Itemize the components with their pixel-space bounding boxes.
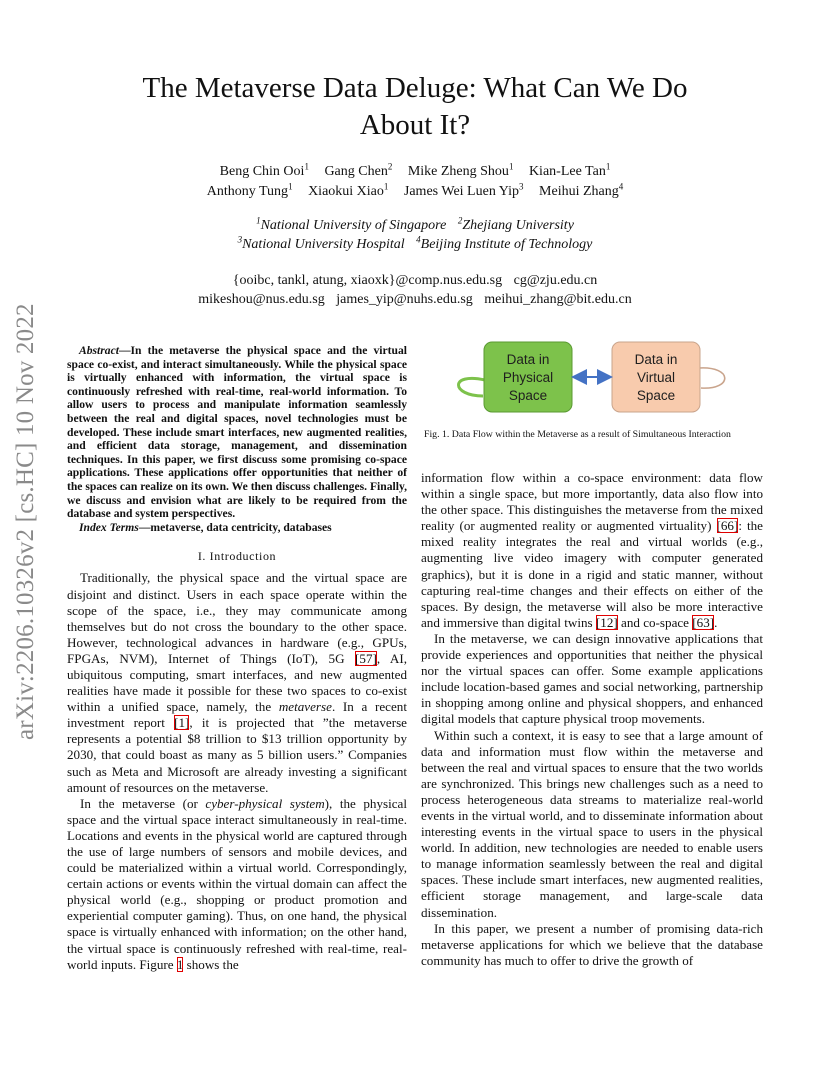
paragraph	[421, 631, 763, 728]
emphasis: cyber-physical system	[205, 795, 325, 811]
author: Mike Zheng Shou$^1$	[407, 161, 514, 179]
email-address: cg@zju.edu.cn	[513, 273, 598, 288]
physical-box-label-line-3: Space	[508, 388, 548, 403]
paragraph	[67, 570, 407, 795]
author: Gang Chen$^2$	[324, 161, 393, 179]
email-address: meihui_zhang@bit.edu.cn	[484, 292, 632, 307]
title-line-2: About It?	[359, 109, 471, 141]
citation-link[interactable]: 1	[176, 956, 184, 972]
abstract-text: —In the metaverse the physical space and the virtual space co-exist, and interact simultaneously. While the physical space is virtually enhanced with information, the virtual space is continuously refreshed with real-time, real-world information. To allow users to process and manipulate information seamlessly between the real and digital spaces, novel technologies must be developed. These include smart interfaces, new augmented realities, and efficient data storage, management, and dissemination techniques. In this paper, we first discuss some promising co-space applications. These applications offer opportunities that neither of the spaces can realize on its own. We then discuss challenges. Finally, we discuss and envision what are likely to be required from the database and system perspectives.	[67, 344, 407, 521]
email-address: {ooibc, tankl, atung, xiaoxk}@comp.nus.edu.sg	[232, 273, 503, 288]
paragraph	[421, 921, 763, 969]
citation-link[interactable]: [66]	[716, 518, 739, 534]
citation-link[interactable]: [1]	[174, 715, 190, 731]
text-run: In the metaverse, we can design innovative applications that provide experiences and opportunities that neither the physical nor the virtual spaces can offer. Some example applications include location-based games and social networking, partnership in shopping among online and physical shoppers, and enhanced digital models that capture physical troop movements.	[421, 630, 763, 727]
index-terms-lead: Index Terms	[79, 520, 139, 534]
author: Xiaokui Xiao$^1$	[308, 181, 389, 199]
text-run: In this paper, we present a number of promising data-rich metaverse applications for which we believe that the database community has much to offer to drive the growth of	[421, 920, 763, 968]
text-run: : the mixed reality integrates the real and virtual worlds (e.g., augmenting live video imagery with computer generated graphics), but it is done in a rigid and static manner, without capturing real-time changes and their effects on either of the spaces. By design, the metaverse will also be more interactive and immersive than digital twins	[421, 518, 763, 630]
text-run: , AI, ubiquitous computing, smart interfaces, and new augmented realities have made it possible for these two spaces to co-exist within a unified space, namely, the	[67, 650, 407, 715]
paragraph	[67, 796, 407, 973]
citation-link[interactable]: [63]	[692, 614, 715, 630]
figure-caption: Fig. 1. Data Flow within the Metaverse as a result of Simultaneous Interaction	[424, 429, 731, 440]
text-run: . In a recent investment report	[67, 699, 407, 731]
section-heading-introduction: I. Introduction	[197, 549, 277, 564]
title-line-1: The Metaverse Data Deluge: What Can We Do	[142, 72, 688, 104]
arxiv-identifier: arXiv:2206.10326v2 [cs.HC] 10 Nov 2022	[12, 303, 39, 740]
text-run: and co-space	[617, 614, 693, 630]
text-run: .	[714, 614, 718, 630]
emphasis: metaverse	[278, 699, 332, 715]
paper-title	[90, 70, 740, 144]
author: Anthony Tung$^1$	[206, 181, 293, 199]
physical-box-label-line-2: Physical	[502, 370, 554, 385]
physical-loop-arrow	[459, 378, 486, 396]
abstract	[67, 344, 407, 521]
affiliation: $^4$Beijing Institute of Technology	[416, 234, 593, 252]
virtual-box-label-line-1: Data in	[634, 352, 678, 367]
paragraph	[421, 470, 763, 631]
author: James Wei Luen Yip$^3$	[403, 181, 524, 199]
author: Meihui Zhang$^4$	[539, 181, 624, 199]
affiliation: $^2$Zhejiang University	[457, 215, 574, 233]
virtual-box-label-line-2: Virtual	[636, 370, 676, 385]
index-terms-text: —metaverse, data centricity, databases	[138, 520, 332, 534]
text-run: information flow within a co-space environment: data flow within a single space, but more importantly, data also flow into the other space. This distinguishes the metaverse from the mixed reality (or augmented reality or augmented virtuality)	[421, 470, 763, 534]
email-address: mikeshou@nus.edu.sg	[198, 292, 325, 307]
affiliation: $^3$National University Hospital	[237, 234, 405, 252]
affiliation: $^1$National University of Singapore	[256, 215, 447, 233]
physical-box-label-line-1: Data in	[506, 352, 550, 367]
author: Beng Chin Ooi$^1$	[219, 161, 309, 179]
text-run: , it is projected that ”the metaverse represents a potential $8 trillion to $13 trillion opportunity by 2030, that could boast as many as 5 billion users.” Companies such as Meta and Microsoft are already investing a significant amount of resources on the metaverse.	[67, 715, 407, 795]
text-run: Within such a context, it is easy to see that a large amount of data and information must flow within the metaverse and between the real and virtual spaces to ensure that the two worlds are synchronized. This brings new challenges such as a need to process heterogeneous data streams to materialize real-world events in the virtual world, and to disseminate information about interesting events in the virtual space to users in the physical world. In addition, new technologies are needed to enable users to manage information seamlessly between the real and digital spaces. These include smart interfaces, new augmented realities, efficient storage management, and large-scale data dissemination.	[421, 727, 763, 920]
virtual-box-label-line-3: Space	[636, 388, 676, 403]
left-column	[67, 344, 407, 973]
affiliation-list	[90, 216, 740, 254]
abstract-lead: Abstract	[79, 344, 119, 357]
text-run: shows the	[183, 956, 239, 972]
text-run: ), the physical space and the virtual space interact simultaneously in real-time. Locations and events in the physical world are captured through the use of large numbers of sensors and mobile devices, and could be materialized within a virtual world. Correspondingly, certain actions or events within the virtual domain can affect the physical world (e.g., shopping or product promotion and experiential computer gaming). Thus, on one hand, the physical space is virtually enhanced with information; on the other hand, the virtual space is continuously refreshed with real-time, real-world inputs. Figure	[67, 795, 407, 972]
text-run: Traditionally, the physical space and the virtual space are disjoint and distinct. Users in each space operate within the scope of the space, i.e., they may communicate among themselves but do not cross the boundary to the other space. However, technological advances in hardware (e.g., GPUs, FPGAs, NVM), Internet of Things (IoT), 5G	[67, 570, 407, 666]
right-column	[421, 470, 763, 969]
author: Kian-Lee Tan$^1$	[528, 161, 611, 179]
text-run: In the metaverse (or	[80, 795, 206, 811]
citation-link[interactable]: [57]	[355, 650, 377, 666]
virtual-loop-arrow	[699, 368, 725, 388]
citation-link[interactable]: [12]	[595, 614, 618, 630]
index-terms	[67, 521, 407, 535]
email-address: james_yip@nuhs.edu.sg	[336, 292, 473, 307]
email-list	[90, 271, 740, 309]
paragraph	[421, 728, 763, 921]
author-list	[90, 162, 740, 202]
